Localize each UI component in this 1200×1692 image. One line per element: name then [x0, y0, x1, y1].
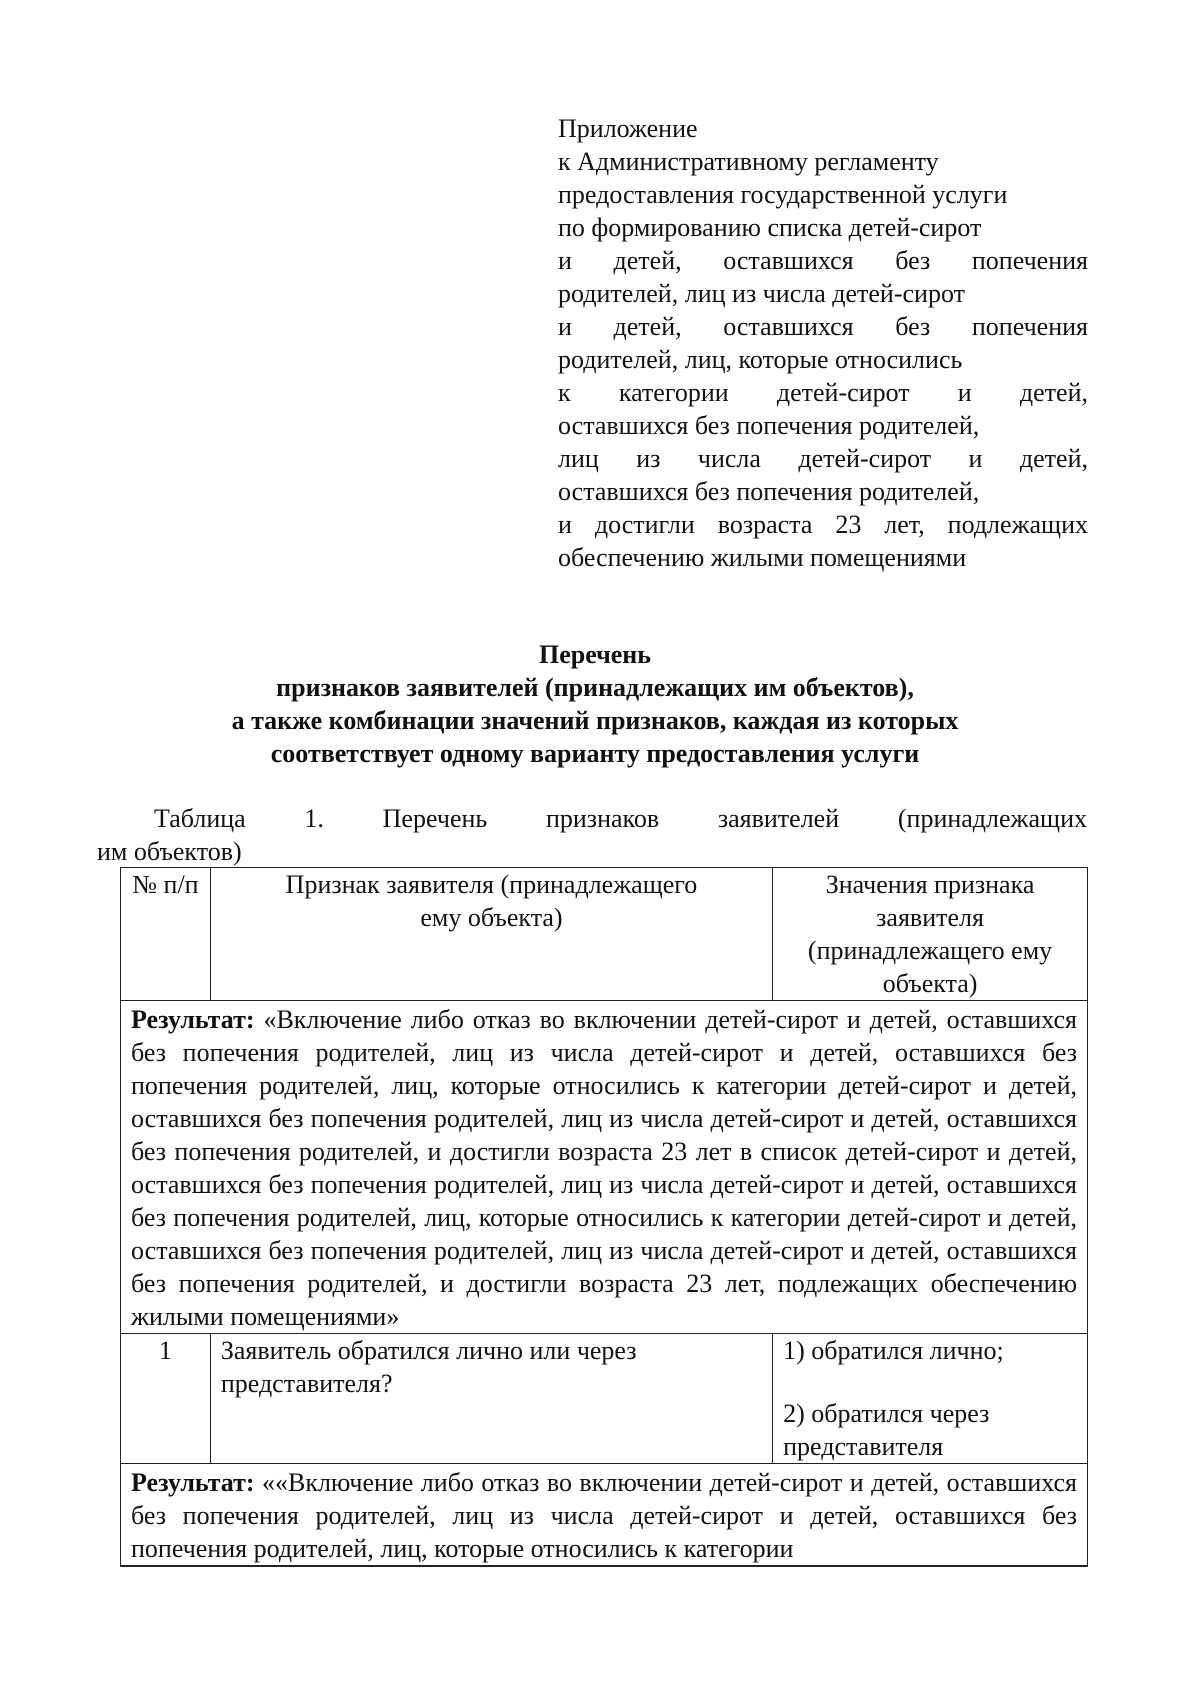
appendix-line: по формированию списка детей-сирот [558, 213, 982, 242]
appendix-line: Приложение [558, 114, 698, 143]
title-line: соответствует одному варианту предоставления услуги [270, 739, 920, 768]
header-values: Значения признака заявителя (принадлежащего ему объекта) [773, 868, 1088, 1001]
appendix-line: оставшихся без попечения родителей, [558, 411, 980, 440]
row-value-2: 2) обратился через представителя [783, 1399, 990, 1461]
result-text: ««Включение либо отказ во включении детей-сирот и детей, оставшихся без попечения родителей, лиц из числа детей-сирот и детей, оставшихся без попечения родителей, лиц, которые относились к категории [131, 1468, 1077, 1563]
title-line: Перечень [538, 640, 652, 669]
row-feature: Заявитель обратился лично или через представителя? [210, 1334, 772, 1464]
appendix-block [558, 112, 1088, 574]
table-caption [97, 802, 1087, 868]
title-line: а также комбинации значений признаков, каждая из которых [231, 706, 959, 735]
features-table [120, 867, 1088, 1567]
header-feature: Признак заявителя (принадлежащего ему объекта) [210, 868, 772, 1001]
caption-line-2: им объектов) [97, 837, 242, 866]
result-row [121, 1464, 1088, 1567]
row-values [773, 1334, 1088, 1464]
row-value-1: 1) обратился лично; [783, 1336, 1004, 1365]
appendix-line: и детей, оставшихся без попечения [558, 312, 1088, 341]
appendix-line: родителей, лиц, которые относились [558, 345, 963, 374]
table-row [121, 1334, 1088, 1464]
appendix-line: предоставления государственной услуги [558, 180, 1008, 209]
title-line: признаков заявителей (принадлежащих им объектов), [276, 673, 914, 702]
appendix-line: родителей, лиц из числа детей-сирот [558, 279, 965, 308]
header-num: № п/п [121, 868, 211, 1001]
document-title [90, 638, 1100, 770]
row-num: 1 [121, 1334, 211, 1464]
appendix-line: лиц из числа детей-сирот и детей, [558, 444, 1088, 473]
table-header-row [121, 868, 1088, 1001]
result-row [121, 1001, 1088, 1334]
result-cell [121, 1001, 1088, 1334]
appendix-line: и достигли возраста 23 лет, подлежащих [558, 510, 1088, 539]
appendix-line: к категории детей-сирот и детей, [558, 378, 1088, 407]
result-text: «Включение либо отказ во включении детей-сирот и детей, оставшихся без попечения родителей, лиц из числа детей-сирот и детей, оставшихся без попечения родителей, лиц, которые относились к категории детей-сирот и детей, оставшихся без попечения родителей, лиц из числа детей-сирот и детей, оставшихся без попечения родителей, и достигли возраста 23 лет в список детей-сирот и детей, оставшихся без попечения родителей, лиц из числа детей-сирот и детей, оставшихся без попечения родителей, лиц, которые относились к категории детей-сирот и детей, оставшихся без попечения родителей, лиц из числа детей-сирот и детей, оставшихся без попечения родителей, и достигли возраста 23 лет, подлежащих обеспечению жилыми помещениями» [131, 1005, 1077, 1331]
appendix-line: оставшихся без попечения родителей, [558, 477, 980, 506]
appendix-line: обеспечению жилыми помещениями [558, 543, 967, 572]
result-label: Результат: [131, 1468, 255, 1497]
appendix-line: к Административному регламенту [558, 147, 939, 176]
result-label: Результат: [131, 1005, 255, 1034]
caption-line-1: Таблица 1. Перечень признаков заявителей (принадлежащих [154, 804, 1087, 833]
appendix-line: и детей, оставшихся без попечения [558, 246, 1088, 275]
result-cell [121, 1464, 1088, 1567]
